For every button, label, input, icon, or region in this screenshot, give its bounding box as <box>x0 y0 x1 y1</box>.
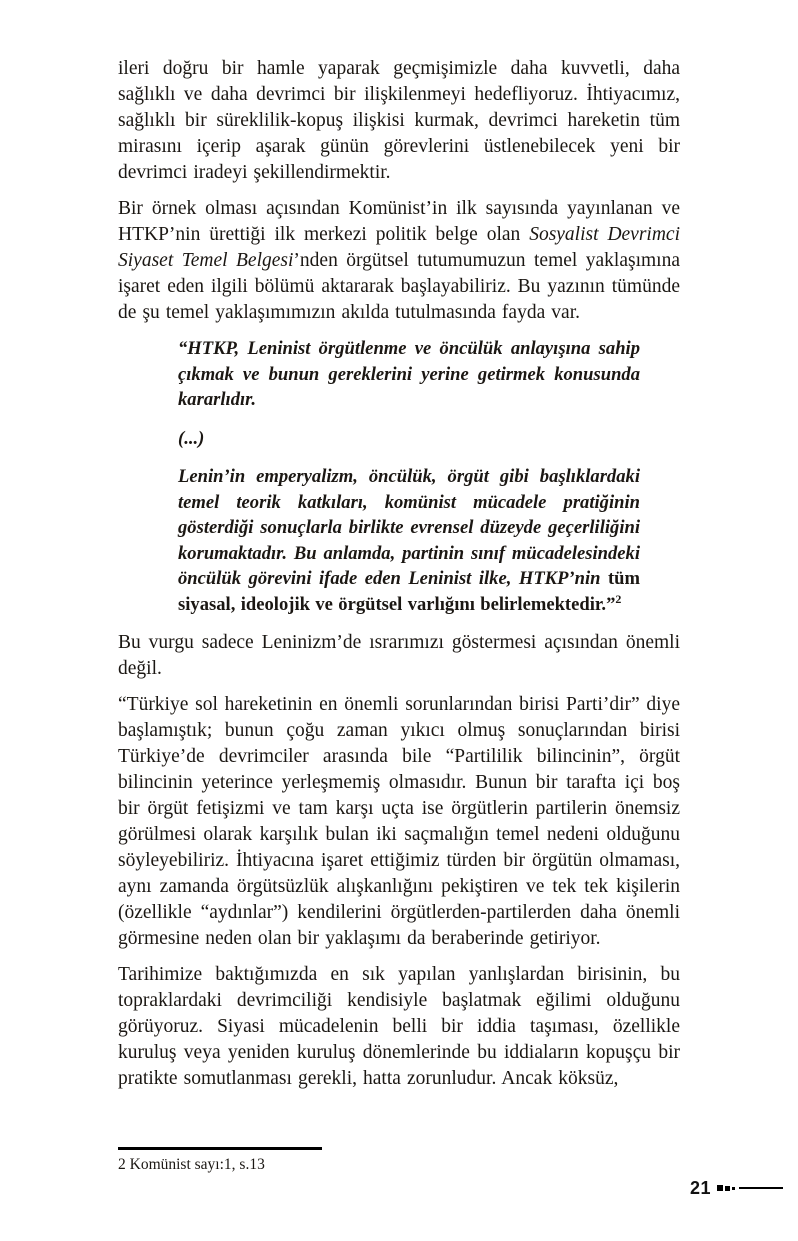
page-number: 21 <box>689 1177 711 1198</box>
footnote-reference: 2 <box>615 591 622 606</box>
text-run: Lenin’in emperyalizm, öncülük, örgüt gibi başlıklardaki temel teorik katkıları, komünist mücadele pratiğinin gösterdiği sonuçlarla birlikte evrensel düzeyde geçerliliğini korumaktadır. Bu anlamda, partinin sınıf mücadelesindeki öncülük görevini ifade eden Leninist ilke, HTKP’nin <box>178 466 640 589</box>
text-run: Bu vurgu sadece Leninizm’de ısrarımızı göstermesi açısından önemli değil. <box>118 632 680 679</box>
footnote-text: 2 Komünist sayı:1, s.13 <box>118 1156 265 1173</box>
text-run: “HTKP, Leninist örgütlenme ve öncülük anlayışına sahip çıkmak ve bunun gereklerini yerine getirmek konusunda kararlıdır. <box>178 338 640 410</box>
text-run: Sosyalist Devrimci Siyaset Temel Belgesi <box>118 224 680 271</box>
text-run: “Türkiye sol hareketinin en önemli sorunlarından birisi Parti’dir” diye başlamıştık; bunun çoğu zaman yıkıcı olmuş sonuçlarından birisi Türkiye’de devrimciler arasında bile “Partililik bilincinin”, örgüt bilincinin yeterince yerleşmemiş olmasıdır. Bunun bir tarafta içi boş bir örgüt fetişizmi ve tam karşı uçta ise örgütlerin partilerin önemsiz görülmesi olarak karşılık bulan iki saçmalığın temel nedeni olduğunu söyleyebiliriz. İhtiyacına işaret ettiğimiz türden bir örgütün olmaması, aynı zamanda örgütsüzlük alışkanlığını pekiştiren ve tek tek kişilerin (özellikle “aydınlar”) kendilerini örgütlerden-partilerden daha önemli görmesine neden olan bir yaklaşımı da beraberinde getiriyor. <box>118 694 680 949</box>
quote-paragraph <box>178 426 640 452</box>
footer-squares-icon <box>717 1185 735 1191</box>
body-paragraph <box>118 630 680 682</box>
footer-line-ornament <box>739 1187 783 1189</box>
page-body-text <box>118 56 680 1102</box>
text-run: tüm siyasal, ideolojik ve örgütsel varlığını belirlemektedir.” <box>178 568 640 615</box>
footnote-area <box>118 1147 680 1174</box>
body-paragraph <box>118 56 680 186</box>
quote-paragraph <box>178 464 640 617</box>
text-run: Bir örnek olması açısından Komünist’in ilk sayısında yayınlanan ve HTKP’nin ürettiği ilk merkezi politik belge olan <box>118 198 680 245</box>
text-run: ileri doğru bir hamle yaparak geçmişimizle daha kuvvetli, daha sağlıklı ve daha devrimci bir ilişkilenmeyi hedefliyoruz. İhtiyacımız, sağlıklı bir süreklilik-kopuş ilişkisi kurmak, devrimci hareketin tüm mirasını içerip aşarak günün görevlerini üstlenebilecek yeni bir devrimci iradeyi şekillendirmektir. <box>118 58 680 183</box>
page-footer <box>690 1179 783 1197</box>
body-paragraph <box>118 692 680 952</box>
text-run: Tarihimize baktığımızda en sık yapılan yanlışlardan birisinin, bu topraklardaki devrimciliği kendisiyle başlatmak eğilimi olduğunu görüyoruz. Siyasi mücadelenin belli bir iddia taşıması, özellikle kuruluş veya yeniden kuruluş dönemlerinde bu iddiaların kopuşçu bir pratikte somutlanması gerekli, hatta zorunludur. Ancak köksüz, <box>118 964 680 1089</box>
body-paragraph <box>118 962 680 1092</box>
body-paragraph <box>118 196 680 326</box>
quote-paragraph <box>178 336 640 413</box>
text-run: ’nden örgütsel tutumumuzun temel yaklaşımına işaret eden ilgili bölümü aktararak başlayabiliriz. Bu yazının tümünde de şu temel yaklaşımımızın akılda tutulmasında fayda var. <box>118 250 680 323</box>
text-run: (...) <box>178 427 205 449</box>
footnote-divider <box>118 1147 322 1150</box>
